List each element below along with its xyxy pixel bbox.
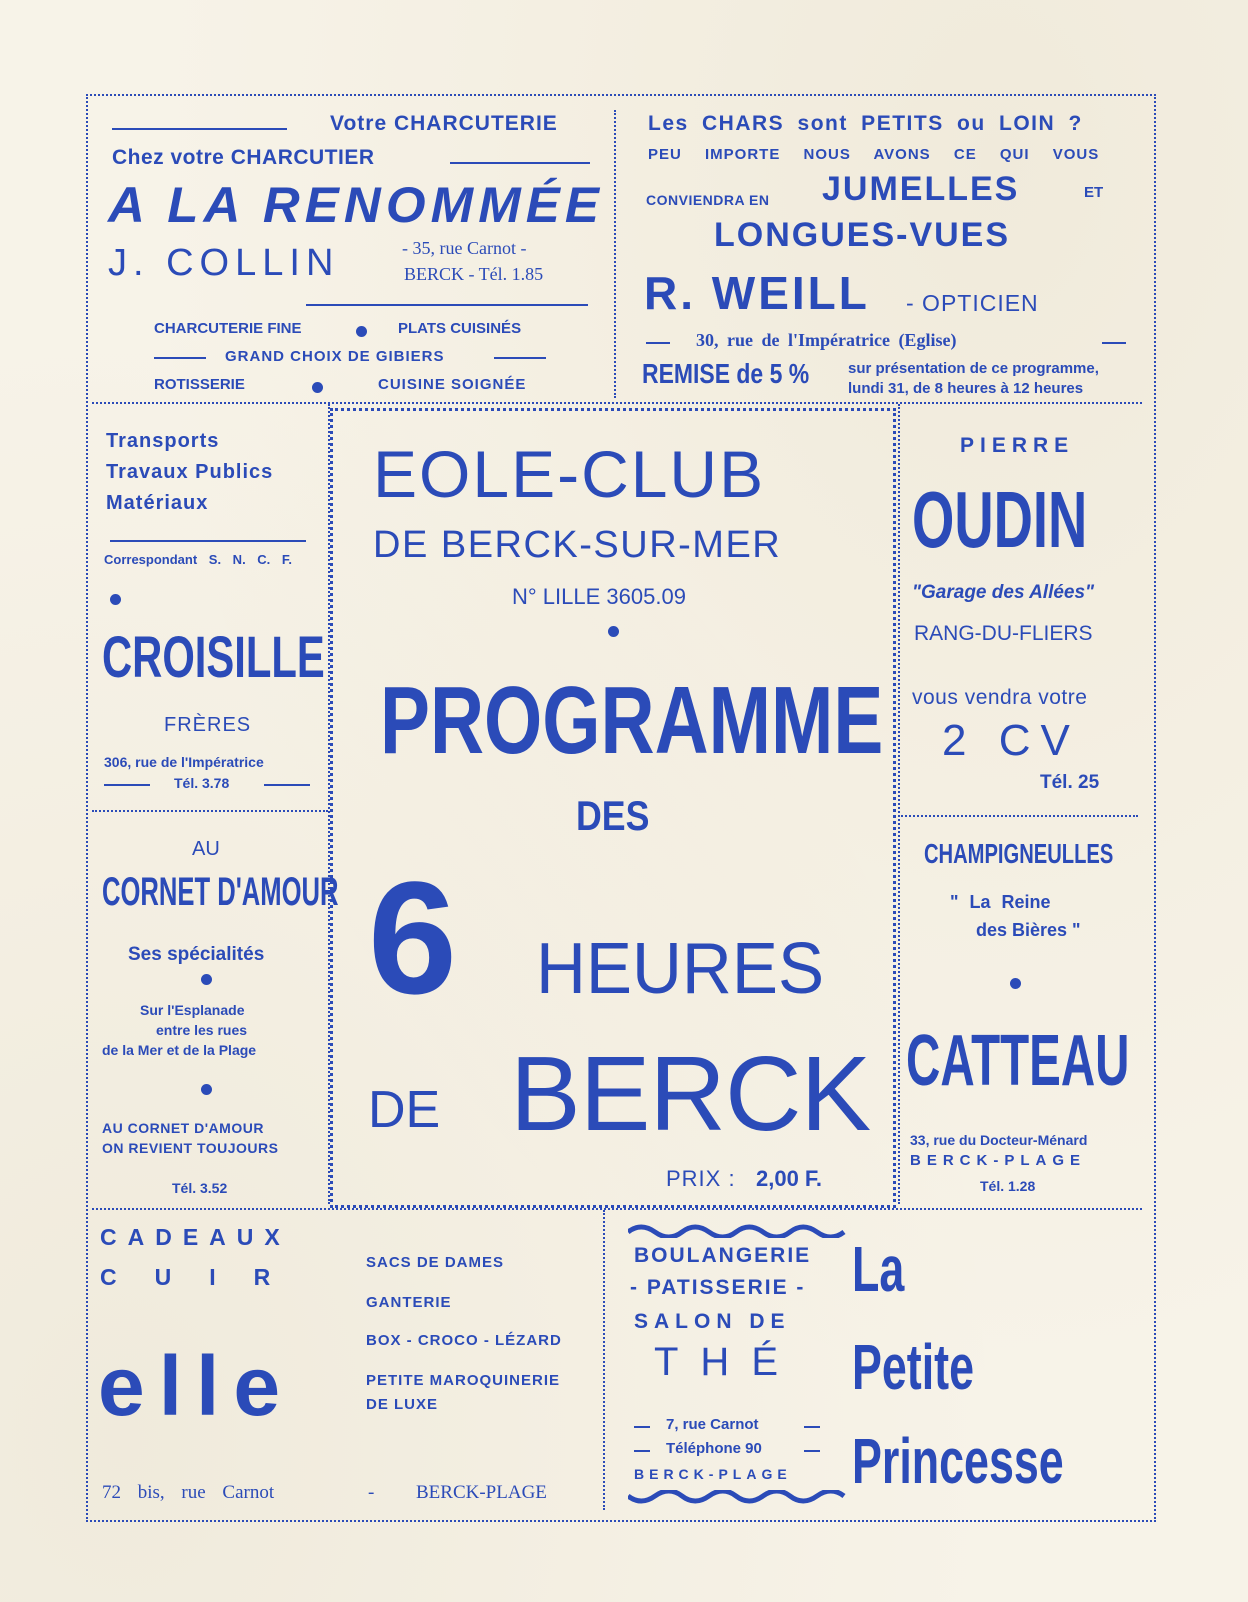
transports-line3: Matériaux bbox=[106, 492, 209, 514]
croisille-tel: Tél. 3.78 bbox=[174, 775, 230, 791]
elle-item4b: DE LUXE bbox=[366, 1396, 439, 1413]
elle-item2: GANTERIE bbox=[366, 1294, 452, 1311]
elle-addr2: - bbox=[368, 1482, 375, 1503]
oudin-tel: Tél. 25 bbox=[1040, 772, 1100, 793]
divider bbox=[898, 404, 900, 1204]
boulangerie-line1: BOULANGERIE bbox=[634, 1244, 812, 1267]
opticien-line1: Les CHARS sont PETITS ou LOIN ? bbox=[648, 112, 1083, 135]
croisille-freres: FRÈRES bbox=[164, 714, 252, 736]
club-city: DE BERCK-SUR-MER bbox=[373, 524, 782, 566]
prix-value: 2,00 F. bbox=[756, 1166, 823, 1191]
divider bbox=[898, 815, 1138, 817]
charcuterie-item2: PLATS CUISINÉS bbox=[398, 320, 522, 337]
charcuterie-line2: Chez votre CHARCUTIER bbox=[112, 146, 375, 169]
princesse-name3: Princesse bbox=[852, 1425, 1064, 1497]
club-name: EOLE-CLUB bbox=[373, 437, 766, 511]
programme-title: PROGRAMME bbox=[380, 667, 884, 774]
charcuterie-address2: BERCK - Tél. 1.85 bbox=[404, 264, 544, 284]
opticien-title: - OPTICIEN bbox=[906, 290, 1039, 316]
de-label: DE bbox=[368, 1081, 441, 1139]
opticien-address: 30, rue de l'Impératrice (Eglise) bbox=[696, 330, 957, 350]
cornet-line1: Sur l'Esplanade bbox=[140, 1002, 245, 1018]
boulangerie-city: BERCK-PLAGE bbox=[634, 1466, 792, 1482]
biere-quote1: " La Reine bbox=[950, 892, 1051, 912]
divider bbox=[92, 810, 328, 812]
opticien-line3a: CONVIENDRA EN bbox=[646, 192, 770, 208]
oudin-place: RANG-DU-FLIERS bbox=[914, 622, 1093, 645]
oudin-first: PIERRE bbox=[960, 434, 1075, 457]
elle-line2: CUIR bbox=[100, 1264, 309, 1290]
biere-name: CHAMPIGNEULLES bbox=[924, 838, 1114, 869]
princesse-name1: La bbox=[852, 1233, 905, 1305]
croisille-address: 306, rue de l'Impératrice bbox=[104, 754, 264, 770]
club-number: N° LILLE 3605.09 bbox=[512, 584, 686, 609]
boulangerie-line2: - PATISSERIE - bbox=[630, 1276, 806, 1299]
elle-addr1: 72 bis, rue Carnot bbox=[102, 1482, 275, 1503]
oudin-car: 2 CV bbox=[942, 716, 1080, 765]
six-number: 6 bbox=[368, 848, 457, 1027]
boulangerie-addr2: Téléphone 90 bbox=[666, 1440, 762, 1457]
remise-text2: lundi 31, de 8 heures à 12 heures bbox=[848, 380, 1084, 397]
divider bbox=[92, 402, 1142, 404]
wave-top-icon bbox=[628, 1220, 846, 1238]
cornet-name: CORNET D'AMOUR bbox=[102, 870, 339, 914]
wave-bottom-icon bbox=[628, 1490, 846, 1508]
cornet-line3: de la Mer et de la Plage bbox=[102, 1042, 257, 1058]
catteau-name: CATTEAU bbox=[906, 1021, 1130, 1101]
opticien-line3c: ET bbox=[1084, 184, 1104, 201]
cornet-tel: Tél. 3.52 bbox=[172, 1180, 228, 1196]
elle-addr3: BERCK-PLAGE bbox=[416, 1482, 547, 1503]
princesse-name2: Petite bbox=[852, 1331, 974, 1403]
croisille-name: CROISILLE bbox=[102, 625, 325, 690]
boulangerie-addr1: 7, rue Carnot bbox=[666, 1416, 759, 1433]
owner-name: J. COLLIN bbox=[108, 242, 340, 284]
elle-brand: elle bbox=[98, 1339, 295, 1433]
biere-city: BERCK-PLAGE bbox=[910, 1152, 1087, 1169]
cornet-slogan2: ON REVIENT TOUJOURS bbox=[102, 1140, 279, 1156]
divider bbox=[92, 1208, 1142, 1210]
boulangerie-line3: SALON DE bbox=[634, 1310, 791, 1333]
cornet-spec: Ses spécialités bbox=[128, 944, 265, 965]
charcuterie-address1: - 35, rue Carnot - bbox=[402, 238, 527, 258]
oudin-garage: "Garage des Allées" bbox=[912, 582, 1095, 603]
transports-line2: Travaux Publics bbox=[106, 461, 274, 483]
biere-quote2: des Bières " bbox=[976, 920, 1081, 940]
opticien-name: R. WEILL bbox=[644, 267, 870, 319]
shop-name: A LA RENOMMÉE bbox=[108, 177, 605, 233]
transports-line1: Transports bbox=[106, 430, 220, 452]
cornet-slogan1: AU CORNET D'AMOUR bbox=[102, 1120, 264, 1136]
charcuterie-item3: GRAND CHOIX DE GIBIERS bbox=[225, 348, 445, 365]
jumelles: JUMELLES bbox=[822, 170, 1020, 208]
elle-line1: CADEAUX bbox=[100, 1224, 291, 1250]
prix-label: PRIX : bbox=[666, 1166, 736, 1191]
divider bbox=[614, 110, 616, 398]
elle-item3: BOX - CROCO - LÉZARD bbox=[366, 1332, 562, 1349]
charcuterie-line1: Votre CHARCUTERIE bbox=[330, 112, 558, 135]
elle-item4a: PETITE MAROQUINERIE bbox=[366, 1372, 561, 1389]
heures-label: HEURES bbox=[536, 929, 825, 1009]
boulangerie-line4: THÉ bbox=[654, 1340, 800, 1384]
charcuterie-item5: CUISINE SOIGNÉE bbox=[378, 376, 527, 393]
divider bbox=[603, 1210, 605, 1510]
remise-text1: sur présentation de ce programme, bbox=[848, 360, 1099, 377]
oudin-line1: vous vendra votre bbox=[912, 686, 1088, 709]
oudin-last: OUDIN bbox=[912, 475, 1088, 564]
remise: REMISE de 5 % bbox=[642, 358, 810, 389]
biere-address: 33, rue du Docteur-Ménard bbox=[910, 1132, 1088, 1148]
longues-vues: LONGUES-VUES bbox=[714, 216, 1011, 254]
berck-label: BERCK bbox=[510, 1035, 871, 1153]
charcuterie-item4: ROTISSERIE bbox=[154, 376, 245, 393]
cornet-au: AU bbox=[192, 838, 220, 860]
charcuterie-item1: CHARCUTERIE FINE bbox=[154, 320, 302, 337]
biere-tel: Tél. 1.28 bbox=[980, 1178, 1036, 1194]
des-label: DES bbox=[576, 792, 650, 839]
cornet-line2: entre les rues bbox=[156, 1022, 248, 1038]
elle-item1: SACS DE DAMES bbox=[366, 1254, 505, 1271]
transports-corresp: Correspondant S. N. C. F. bbox=[104, 552, 293, 567]
opticien-line2: PEU IMPORTE NOUS AVONS CE QUI VOUS bbox=[648, 146, 1100, 163]
